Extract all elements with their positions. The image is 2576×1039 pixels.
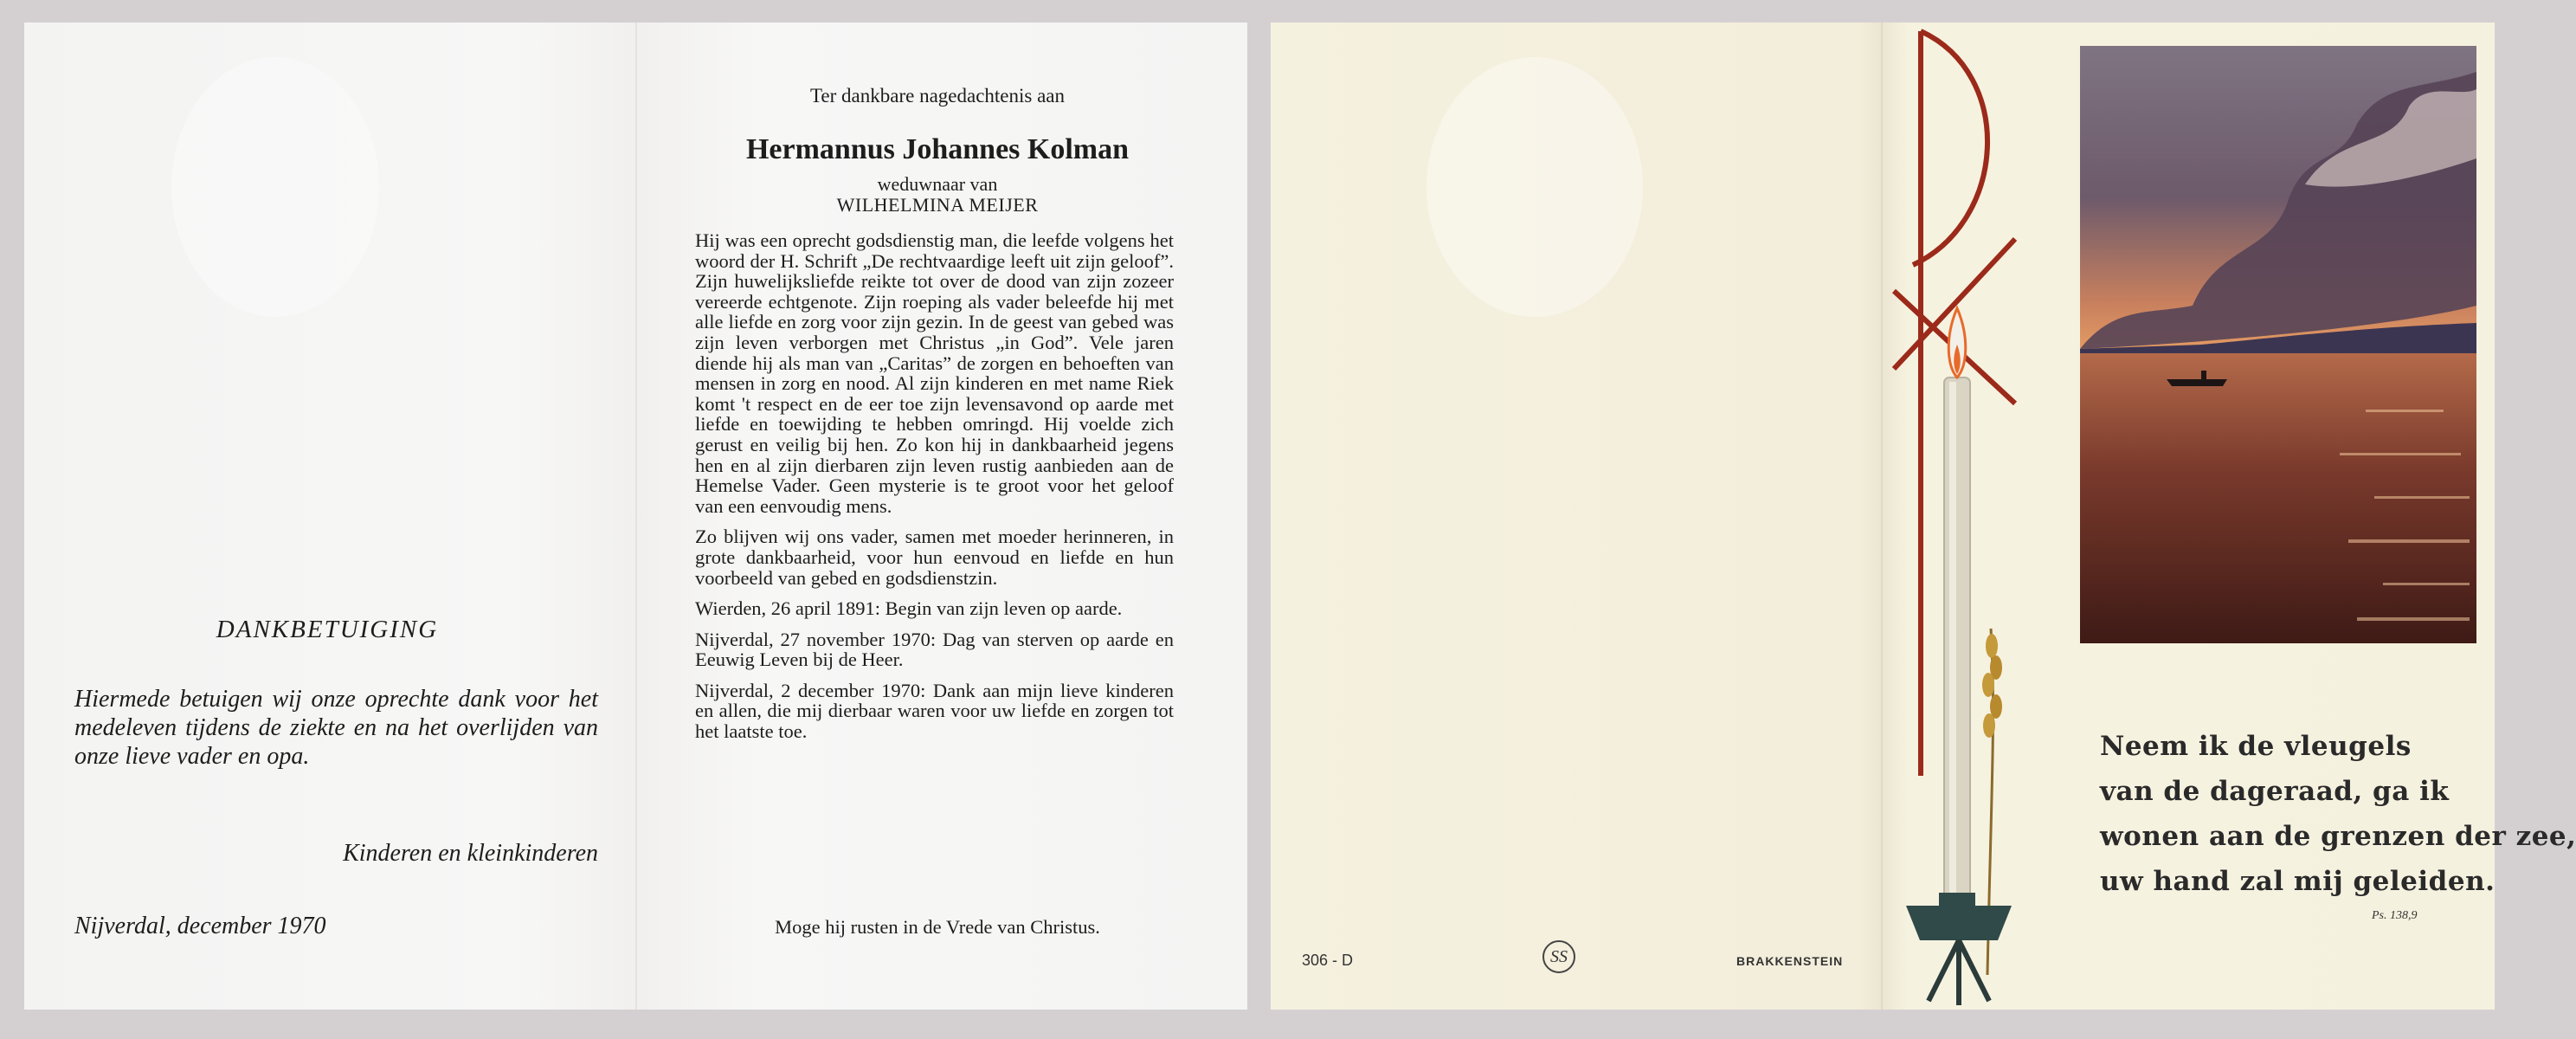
memorial-heading: Ter dankbare nagedachtenis aan [809, 85, 1066, 106]
memorial-card-outside [1271, 23, 2576, 1010]
wheat-grain-icon [1982, 673, 1994, 697]
verse-line: wonen aan de grenzen der zee, [2100, 821, 2576, 852]
candle-socket [1939, 893, 1975, 908]
watermark [1426, 57, 1643, 317]
candle-highlight [1949, 382, 1956, 901]
verse-line: uw hand zal mij geleiden. [2100, 866, 2496, 897]
candle-holder [1906, 906, 2012, 940]
watermark [171, 57, 379, 317]
dankbetuiging-body: Hiermede betuigen wij onze oprechte dank voor het medeleven tijdens de ziekte en na het overlijden van onze lieve vader en opa. [74, 686, 598, 770]
memorial-closing: Moge hij rusten in de Vrede van Christus. [775, 916, 1100, 938]
deceased-name: Hermannus Johannes Kolman [745, 133, 1130, 165]
fold-line [635, 23, 637, 1010]
sunset-lake-photo [2080, 46, 2476, 643]
card-code: 306 - D [1302, 952, 1354, 969]
verse-line: van de dageraad, ga ik [2100, 776, 2450, 807]
dankbetuiging-title: DANKBETUIGING [216, 616, 439, 643]
dankbetuiging-place-date: Nijverdal, december 1970 [74, 913, 326, 939]
chi-rho-candle-illustration [1894, 23, 2067, 1010]
memorial-paragraph: Nijverdal, 2 december 1970: Dank aan mijn lieve kinderen en allen, die mij dierbaar waren voor uw liefde en zorgen tot het laatste toe. [695, 679, 1174, 743]
verse-reference: Ps. 138,9 [2372, 909, 2418, 922]
memorial-paragraph: Nijverdal, 27 november 1970: Dag van sterven op aarde en Eeuwig Leven bij de Heer. [695, 628, 1174, 671]
rho-loop [1913, 31, 1987, 265]
widower-of-label: weduwnaar van [877, 173, 998, 195]
wheat-grain-icon [1983, 713, 1995, 738]
spouse-name: WILHELMINA MEIJER [836, 194, 1039, 216]
dankbetuiging-signature: Kinderen en kleinkinderen [343, 840, 598, 867]
memorial-card-inside [24, 23, 1247, 1010]
boat-icon [2167, 379, 2227, 386]
memorial-body [695, 230, 1174, 752]
wheat-grain-icon [1986, 634, 1998, 658]
psalm-verse [2100, 724, 2576, 904]
fold-line [1881, 23, 1883, 1010]
publisher-logo-icon: SS [1542, 940, 1575, 973]
verse-line: Neem ik de vleugels [2100, 731, 2412, 762]
memorial-paragraph: Wierden, 26 april 1891: Begin van zijn leven op aarde. [695, 597, 1123, 620]
memorial-paragraph: Hij was een oprecht godsdienstig man, die leefde volgens het woord der H. Schrift „De rechtvaardige leeft uit zijn geloof”. Zijn huwelijksliefde reikte tot over de dood van zijn zozeer vereerde echtgenote. Zijn roeping als vader beleefde hij met alle liefde en zorg voor zijn gezin. In de geest van gebed was zijn leven verborgen met Christus „in God”. Vele jaren diende hij als man van „Caritas” de zorgen en behoeften van mensen in zorg en nood. Al zijn kinderen en met name Riek komt 't respect en de eer toe zijn levensavond op aarde met liefde en toewijding te hebben omringd. Hij voelde zich gerust en veilig bij hen. Zo kon hij in dankbaarheid jegens hen en al zijn dierbaren zijn leven rustig aanbieden aan de Hemelse Vader. Geen mysterie is te groot voor het geloof van een eenvoudig mens. [695, 229, 1174, 517]
publisher-name: BRAKKENSTEIN [1736, 954, 1844, 968]
candle [1944, 378, 1970, 906]
candle-holder-legs [1929, 940, 1989, 1005]
boat-figure [2201, 371, 2206, 379]
memorial-paragraph: Zo blijven wij ons vader, samen met moeder herinneren, in grote dankbaarheid, voor hun eenvoud en liefde en hun voorbeeld van gebed en godsdienstzin. [695, 526, 1174, 589]
